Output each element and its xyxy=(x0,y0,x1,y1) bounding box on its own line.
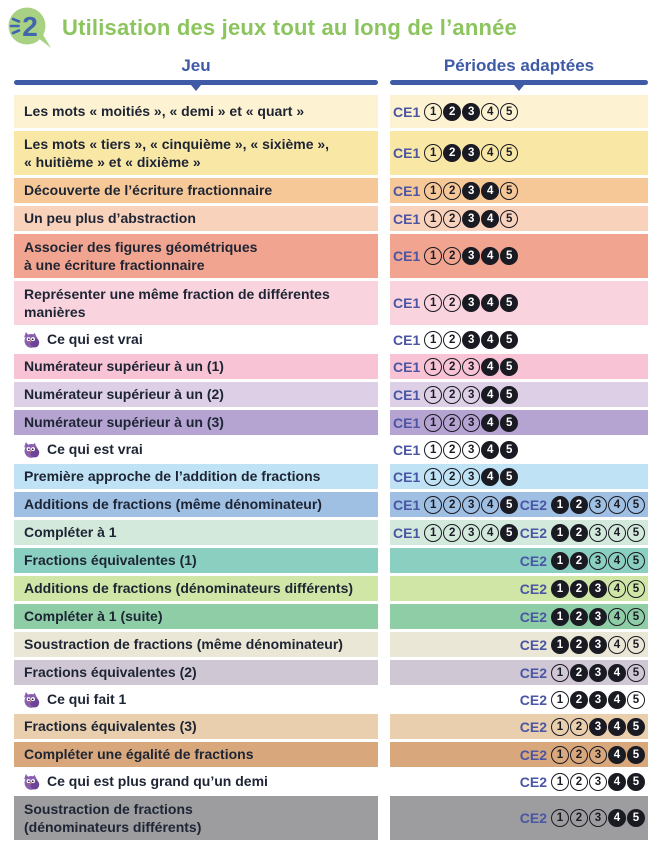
period-circle-2: 2 xyxy=(570,664,588,682)
period-circle-5: 5 xyxy=(627,809,645,827)
period-group-ce1 xyxy=(393,210,518,228)
table-row xyxy=(14,604,648,629)
period-circle-2: 2 xyxy=(570,691,588,709)
column-header-jeu xyxy=(14,56,378,85)
game-name-cell xyxy=(14,464,378,489)
period-circle-1: 1 xyxy=(424,524,442,542)
periods-cell xyxy=(390,410,648,435)
period-circle-2: 2 xyxy=(443,414,461,432)
game-name-cell xyxy=(14,604,378,629)
period-circle-5: 5 xyxy=(627,496,645,514)
game-title: Ce qui est vrai xyxy=(47,331,143,348)
period-circle-4: 4 xyxy=(608,691,626,709)
period-circle-5: 5 xyxy=(627,636,645,654)
period-circle-1: 1 xyxy=(424,182,442,200)
table-row xyxy=(14,548,648,573)
period-circle-2: 2 xyxy=(443,144,461,162)
column-header-periodes xyxy=(390,56,648,85)
period-group-ce2 xyxy=(520,580,645,598)
table-row xyxy=(14,281,648,325)
game-name-cell xyxy=(14,632,378,657)
period-circle-4: 4 xyxy=(608,580,626,598)
period-group-ce1 xyxy=(393,144,518,162)
period-circle-4: 4 xyxy=(481,103,499,121)
period-level-label: CE1 xyxy=(393,414,421,431)
period-level-label: CE1 xyxy=(393,295,421,311)
column-underline xyxy=(14,80,378,85)
period-level-label: CE2 xyxy=(519,580,547,597)
period-group-ce2 xyxy=(520,809,645,827)
period-circle-5: 5 xyxy=(500,144,518,162)
period-circle-5: 5 xyxy=(500,247,518,265)
period-level-label: CE2 xyxy=(519,552,547,569)
period-circle-3: 3 xyxy=(462,386,480,404)
period-group-ce1 xyxy=(393,103,518,121)
period-circle-5: 5 xyxy=(500,441,518,459)
game-title: Compléter à 1 xyxy=(24,524,117,541)
period-group-ce1 xyxy=(393,524,518,542)
game-name-cell xyxy=(14,548,378,573)
periods-cell xyxy=(390,464,648,489)
table-row xyxy=(14,520,648,545)
owl-icon xyxy=(24,442,42,458)
game-title: Fractions équivalentes (1) xyxy=(24,552,197,569)
speech-bubble-icon xyxy=(2,5,54,51)
game-title: Ce qui fait 1 xyxy=(47,691,127,708)
period-circle-1: 1 xyxy=(424,496,442,514)
period-group-ce2 xyxy=(520,636,645,654)
period-circle-3: 3 xyxy=(462,441,480,459)
game-name-cell xyxy=(14,796,378,840)
badge-number: 2 xyxy=(22,11,38,42)
period-level-label: CE1 xyxy=(393,248,421,264)
period-circle-4: 4 xyxy=(608,773,626,791)
period-circle-3: 3 xyxy=(462,294,480,312)
period-circle-3: 3 xyxy=(462,103,480,121)
period-circle-3: 3 xyxy=(462,144,480,162)
game-title: Additions de fractions (même dénominateur) xyxy=(24,496,322,513)
period-circle-1: 1 xyxy=(424,386,442,404)
period-group-ce1 xyxy=(393,441,518,459)
period-circle-5: 5 xyxy=(500,414,518,432)
period-circle-1: 1 xyxy=(424,144,442,162)
period-circle-3: 3 xyxy=(462,524,480,542)
game-title: Additions de fractions (dénominateurs différents) xyxy=(24,580,354,597)
game-title: Compléter une égalité de fractions xyxy=(24,746,254,763)
period-circle-2: 2 xyxy=(570,580,588,598)
period-circle-5: 5 xyxy=(500,524,518,542)
period-level-label: CE1 xyxy=(393,386,421,403)
period-circle-2: 2 xyxy=(443,103,461,121)
owl-icon xyxy=(24,692,42,708)
period-group-ce1 xyxy=(393,414,518,432)
period-circle-5: 5 xyxy=(627,746,645,764)
period-circle-1: 1 xyxy=(551,524,569,542)
period-group-ce2 xyxy=(520,552,645,570)
period-circle-5: 5 xyxy=(627,718,645,736)
period-group-ce2 xyxy=(520,608,645,626)
column-header-jeu-label: Jeu xyxy=(181,56,211,75)
period-circle-1: 1 xyxy=(551,664,569,682)
period-circle-2: 2 xyxy=(570,552,588,570)
game-title: Les mots « moitiés », « demi » et « quart » xyxy=(24,103,305,120)
period-circle-4: 4 xyxy=(608,664,626,682)
periods-cell xyxy=(390,281,648,325)
period-level-label: CE2 xyxy=(519,636,547,653)
period-circle-5: 5 xyxy=(627,524,645,542)
period-circle-5: 5 xyxy=(500,210,518,228)
period-level-label: CE1 xyxy=(393,331,421,348)
period-circle-5: 5 xyxy=(500,496,518,514)
period-circle-1: 1 xyxy=(551,773,569,791)
table-row xyxy=(14,796,648,840)
column-header-periodes-label: Périodes adaptées xyxy=(443,56,595,75)
period-circle-5: 5 xyxy=(500,331,518,349)
period-circle-5: 5 xyxy=(627,664,645,682)
owl-icon xyxy=(24,332,42,348)
period-circle-4: 4 xyxy=(608,809,626,827)
period-level-label: CE1 xyxy=(393,103,421,120)
table-row xyxy=(14,328,648,351)
game-title: Les mots « tiers », « cinquième », « sixième », « huitième » et « dixième » xyxy=(24,135,330,170)
period-circle-2: 2 xyxy=(570,636,588,654)
period-circle-3: 3 xyxy=(462,414,480,432)
period-circle-2: 2 xyxy=(570,496,588,514)
period-circle-3: 3 xyxy=(462,496,480,514)
table-row xyxy=(14,632,648,657)
period-circle-2: 2 xyxy=(443,524,461,542)
period-circle-3: 3 xyxy=(589,580,607,598)
period-group-ce2 xyxy=(520,664,645,682)
game-title: Un peu plus d’abstraction xyxy=(24,210,196,227)
period-circle-5: 5 xyxy=(500,103,518,121)
period-circle-3: 3 xyxy=(589,496,607,514)
period-circle-4: 4 xyxy=(481,144,499,162)
game-title: Représenter une même fraction de différentes manières xyxy=(24,285,330,320)
period-group-ce1 xyxy=(393,496,518,514)
period-circle-4: 4 xyxy=(608,608,626,626)
table-row xyxy=(14,178,648,203)
table-row xyxy=(14,660,648,685)
table-row xyxy=(14,742,648,767)
period-circle-2: 2 xyxy=(570,524,588,542)
game-name-cell xyxy=(14,742,378,767)
period-circle-3: 3 xyxy=(462,331,480,349)
period-circle-5: 5 xyxy=(500,386,518,404)
period-circle-5: 5 xyxy=(627,580,645,598)
period-circle-5: 5 xyxy=(627,773,645,791)
periods-cell xyxy=(390,604,648,629)
period-circle-4: 4 xyxy=(481,496,499,514)
game-title: Fractions équivalentes (2) xyxy=(24,664,197,681)
table-row xyxy=(14,438,648,461)
period-circle-2: 2 xyxy=(443,441,461,459)
period-circle-4: 4 xyxy=(481,182,499,200)
period-circle-2: 2 xyxy=(443,247,461,265)
periods-cell xyxy=(390,206,648,231)
period-circle-2: 2 xyxy=(570,746,588,764)
table-row xyxy=(14,770,648,793)
periods-cell xyxy=(390,178,648,203)
period-circle-1: 1 xyxy=(551,552,569,570)
period-circle-2: 2 xyxy=(443,210,461,228)
table-row xyxy=(14,714,648,739)
period-level-label: CE1 xyxy=(393,358,421,375)
periods-cell xyxy=(390,714,648,739)
period-circle-2: 2 xyxy=(443,386,461,404)
period-circle-1: 1 xyxy=(424,247,442,265)
period-group-ce1 xyxy=(393,358,518,376)
period-group-ce2 xyxy=(520,524,645,542)
game-title: Soustraction de fractions (dénominateurs différents) xyxy=(24,800,202,835)
period-circle-3: 3 xyxy=(589,718,607,736)
game-title: Première approche de l’addition de fractions xyxy=(24,468,321,485)
periods-cell xyxy=(390,576,648,601)
period-circle-4: 4 xyxy=(608,496,626,514)
game-name-cell xyxy=(14,95,378,128)
table-row xyxy=(14,410,648,435)
game-title: Fractions équivalentes (3) xyxy=(24,718,197,735)
game-name-cell xyxy=(14,688,378,711)
period-circle-1: 1 xyxy=(424,210,442,228)
period-circle-1: 1 xyxy=(424,103,442,121)
period-circle-5: 5 xyxy=(500,294,518,312)
period-level-label: CE1 xyxy=(393,468,421,485)
period-circle-1: 1 xyxy=(551,580,569,598)
period-circle-1: 1 xyxy=(424,468,442,486)
table-row xyxy=(14,576,648,601)
game-name-cell xyxy=(14,410,378,435)
period-group-ce2 xyxy=(520,496,645,514)
period-level-label: CE2 xyxy=(519,608,547,625)
page-title: Utilisation des jeux tout au long de l’année xyxy=(62,15,517,40)
period-circle-4: 4 xyxy=(481,441,499,459)
page-header xyxy=(0,0,662,52)
periods-cell xyxy=(390,131,648,175)
period-level-label: CE2 xyxy=(519,810,547,826)
column-underline xyxy=(390,80,648,85)
periods-cell xyxy=(390,382,648,407)
period-level-label: CE1 xyxy=(393,145,421,161)
period-circle-1: 1 xyxy=(424,358,442,376)
game-name-cell xyxy=(14,492,378,517)
period-group-ce2 xyxy=(520,773,645,791)
period-level-label: CE2 xyxy=(519,773,547,790)
period-group-ce2 xyxy=(520,746,645,764)
periods-cell xyxy=(390,742,648,767)
game-title: Ce qui est plus grand qu’un demi xyxy=(47,773,268,790)
period-circle-2: 2 xyxy=(570,608,588,626)
period-circle-1: 1 xyxy=(424,294,442,312)
period-level-label: CE2 xyxy=(519,664,547,681)
period-circle-5: 5 xyxy=(627,552,645,570)
period-group-ce2 xyxy=(520,691,645,709)
period-circle-3: 3 xyxy=(589,809,607,827)
period-group-ce1 xyxy=(393,247,518,265)
period-level-label: CE1 xyxy=(393,524,421,541)
periods-cell xyxy=(390,770,648,793)
period-circle-4: 4 xyxy=(481,358,499,376)
table-row xyxy=(14,234,648,278)
game-title: Numérateur supérieur à un (2) xyxy=(24,386,224,403)
period-circle-1: 1 xyxy=(424,331,442,349)
column-headers xyxy=(14,56,662,85)
period-group-ce1 xyxy=(393,331,518,349)
period-circle-3: 3 xyxy=(462,358,480,376)
period-circle-4: 4 xyxy=(481,524,499,542)
period-circle-2: 2 xyxy=(443,468,461,486)
period-circle-2: 2 xyxy=(443,182,461,200)
period-circle-2: 2 xyxy=(443,358,461,376)
period-circle-1: 1 xyxy=(424,414,442,432)
period-circle-2: 2 xyxy=(443,331,461,349)
periods-cell xyxy=(390,632,648,657)
period-circle-2: 2 xyxy=(570,718,588,736)
period-circle-1: 1 xyxy=(551,746,569,764)
pointer-down-icon xyxy=(514,85,524,91)
game-title: Découverte de l’écriture fractionnaire xyxy=(24,182,273,199)
period-circle-3: 3 xyxy=(462,182,480,200)
game-title: Numérateur supérieur à un (3) xyxy=(24,414,224,431)
period-circle-3: 3 xyxy=(589,636,607,654)
game-name-cell xyxy=(14,714,378,739)
periods-cell xyxy=(390,796,648,840)
periods-cell xyxy=(390,688,648,711)
game-title: Numérateur supérieur à un (1) xyxy=(24,358,224,375)
period-circle-4: 4 xyxy=(481,386,499,404)
game-name-cell xyxy=(14,576,378,601)
period-circle-1: 1 xyxy=(551,809,569,827)
period-group-ce1 xyxy=(393,182,518,200)
table-row xyxy=(14,206,648,231)
periods-cell xyxy=(390,95,648,128)
period-level-label: CE1 xyxy=(393,182,421,199)
period-circle-5: 5 xyxy=(500,182,518,200)
period-circle-2: 2 xyxy=(443,294,461,312)
games-table xyxy=(14,95,648,840)
period-circle-3: 3 xyxy=(589,773,607,791)
period-circle-2: 2 xyxy=(443,496,461,514)
period-circle-2: 2 xyxy=(570,773,588,791)
game-name-cell xyxy=(14,131,378,175)
period-circle-1: 1 xyxy=(551,636,569,654)
period-circle-4: 4 xyxy=(608,718,626,736)
periods-cell xyxy=(390,660,648,685)
period-circle-5: 5 xyxy=(500,468,518,486)
period-circle-1: 1 xyxy=(424,441,442,459)
periods-cell xyxy=(390,354,648,379)
game-name-cell xyxy=(14,438,378,461)
period-group-ce1 xyxy=(393,294,518,312)
period-level-label: CE2 xyxy=(519,718,547,735)
periods-cell xyxy=(390,520,648,545)
period-group-ce1 xyxy=(393,386,518,404)
period-group-ce1 xyxy=(393,468,518,486)
period-circle-4: 4 xyxy=(481,468,499,486)
period-circle-1: 1 xyxy=(551,496,569,514)
period-circle-4: 4 xyxy=(481,331,499,349)
game-name-cell xyxy=(14,234,378,278)
game-name-cell xyxy=(14,660,378,685)
table-row xyxy=(14,131,648,175)
owl-icon xyxy=(24,774,42,790)
period-circle-3: 3 xyxy=(462,247,480,265)
table-row xyxy=(14,464,648,489)
period-circle-1: 1 xyxy=(551,718,569,736)
period-circle-4: 4 xyxy=(481,210,499,228)
period-circle-1: 1 xyxy=(551,691,569,709)
periods-cell xyxy=(390,234,648,278)
table-row xyxy=(14,95,648,128)
game-name-cell xyxy=(14,281,378,325)
periods-cell xyxy=(390,492,648,517)
period-level-label: CE2 xyxy=(519,691,547,708)
periods-cell xyxy=(390,328,648,351)
periods-cell xyxy=(390,438,648,461)
game-name-cell xyxy=(14,520,378,545)
period-level-label: CE1 xyxy=(393,210,421,227)
period-circle-4: 4 xyxy=(481,414,499,432)
period-level-label: CE2 xyxy=(519,496,547,513)
game-name-cell xyxy=(14,328,378,351)
period-circle-4: 4 xyxy=(481,247,499,265)
table-row xyxy=(14,382,648,407)
period-circle-5: 5 xyxy=(500,358,518,376)
game-title: Soustraction de fractions (même dénominateur) xyxy=(24,636,343,653)
period-circle-3: 3 xyxy=(589,664,607,682)
game-title: Compléter à 1 (suite) xyxy=(24,608,163,625)
period-circle-3: 3 xyxy=(589,608,607,626)
periods-cell xyxy=(390,548,648,573)
period-circle-3: 3 xyxy=(589,524,607,542)
period-circle-3: 3 xyxy=(462,468,480,486)
pointer-down-icon xyxy=(191,85,201,91)
period-circle-3: 3 xyxy=(462,210,480,228)
period-circle-3: 3 xyxy=(589,552,607,570)
game-name-cell xyxy=(14,354,378,379)
period-circle-1: 1 xyxy=(551,608,569,626)
period-circle-3: 3 xyxy=(589,746,607,764)
period-circle-5: 5 xyxy=(627,691,645,709)
period-level-label: CE2 xyxy=(519,524,547,541)
table-row xyxy=(14,492,648,517)
game-name-cell xyxy=(14,178,378,203)
game-name-cell xyxy=(14,206,378,231)
table-row xyxy=(14,354,648,379)
period-circle-5: 5 xyxy=(627,608,645,626)
period-circle-4: 4 xyxy=(608,746,626,764)
period-circle-4: 4 xyxy=(608,636,626,654)
period-level-label: CE1 xyxy=(393,496,421,513)
period-circle-2: 2 xyxy=(570,809,588,827)
period-level-label: CE2 xyxy=(519,746,547,763)
table-row xyxy=(14,688,648,711)
game-title: Ce qui est vrai xyxy=(47,441,143,458)
game-name-cell xyxy=(14,382,378,407)
period-circle-4: 4 xyxy=(608,524,626,542)
game-name-cell xyxy=(14,770,378,793)
period-circle-4: 4 xyxy=(608,552,626,570)
game-title: Associer des figures géométriques à une écriture fractionnaire xyxy=(24,238,258,273)
period-level-label: CE1 xyxy=(393,441,421,458)
period-circle-3: 3 xyxy=(589,691,607,709)
period-circle-4: 4 xyxy=(481,294,499,312)
period-group-ce2 xyxy=(520,718,645,736)
